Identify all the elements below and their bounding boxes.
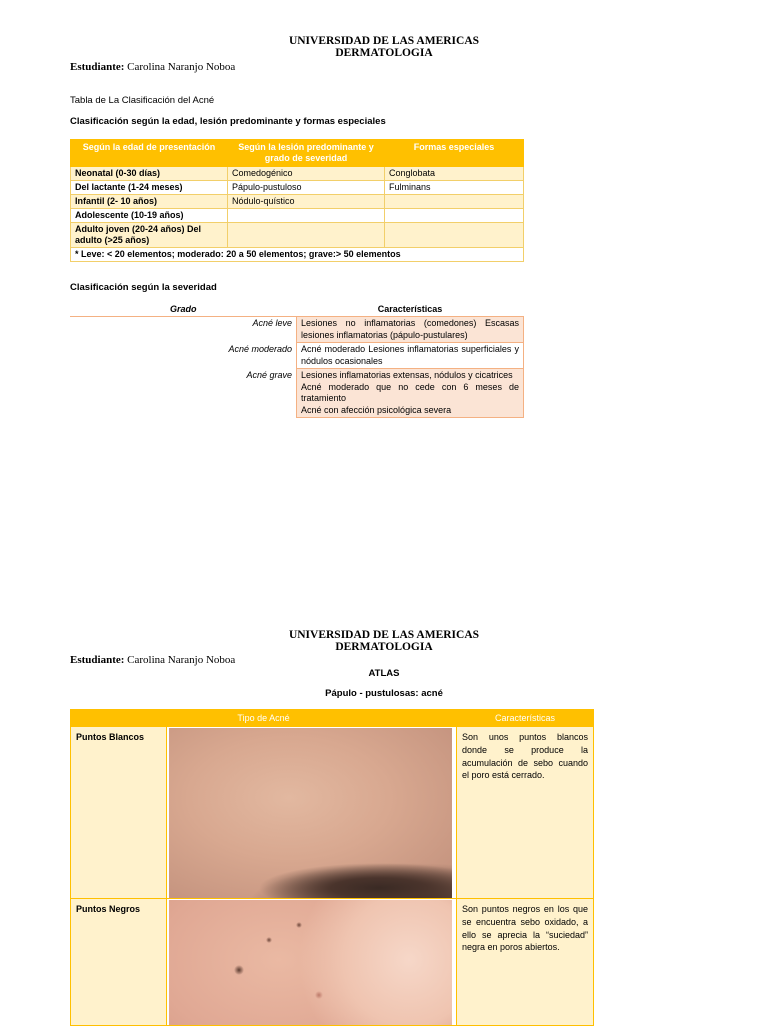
table-cell: Conglobata	[385, 167, 524, 181]
table-cell: Comedogénico	[228, 167, 385, 181]
table-cell: Adolescente (10-19 años)	[71, 209, 228, 223]
characteristic-line: Acné moderado Lesiones inflamatorias superficiales y nódulos ocasionales	[301, 344, 519, 366]
table-cell: Del lactante (1-24 meses)	[71, 181, 228, 195]
severity-table	[70, 302, 524, 418]
university-title: UNIVERSIDAD DE LAS AMERICAS	[288, 35, 480, 47]
department-title: DERMATOLOGIA	[335, 47, 433, 59]
table-footnote-row	[71, 248, 524, 262]
student-line	[70, 654, 235, 666]
table2-caption: Clasificación según la severidad	[70, 282, 217, 293]
table1-caption: Clasificación según la edad, lesión predominante y formas especiales	[70, 116, 386, 127]
age-classification-table	[70, 139, 524, 262]
student-label: Estudiante:	[70, 654, 125, 666]
blackheads-skin-photo	[169, 900, 452, 1025]
characteristic-line: Lesiones no inflamatorias (comedones) Escasas lesiones inflamatorias (pápulo-pustulares)	[301, 318, 519, 340]
table-row	[71, 167, 524, 181]
student-line	[70, 61, 235, 73]
image-cell	[167, 899, 457, 1026]
department-title: DERMATOLOGIA	[335, 641, 433, 653]
acne-type-name: Puntos Negros	[71, 899, 167, 1026]
acne-type-name: Puntos Blancos	[71, 727, 167, 899]
characteristic-line: Acné con afección psicológica severa	[301, 404, 452, 415]
table-row	[71, 181, 524, 195]
acne-description: Son puntos negros en los que se encuentra sebo oxidado, a ello se aprecia la “suciedad” negra en poros abiertos.	[457, 899, 594, 1026]
image-cell	[167, 727, 457, 899]
column-header: Características	[457, 710, 594, 727]
atlas-title: ATLAS	[368, 668, 400, 679]
student-label: Estudiante:	[70, 61, 125, 73]
table-cell	[385, 209, 524, 223]
atlas-subtitle: Pápulo - pustulosas: acné	[325, 688, 443, 699]
table-cell: Pápulo-pustuloso	[228, 181, 385, 195]
column-header: Formas especiales	[385, 140, 524, 167]
characteristics-cell	[297, 343, 524, 369]
characteristic-line: Lesiones inflamatorias extensas, nódulos y cicatrices	[301, 370, 513, 380]
table-row	[71, 195, 524, 209]
table-cell: Infantil (2- 10 años)	[71, 195, 228, 209]
column-header: Según la edad de presentación	[71, 140, 228, 167]
grade-cell: Acné moderado	[228, 343, 292, 354]
student-name: Carolina Naranjo Noboa	[127, 61, 236, 73]
university-title: UNIVERSIDAD DE LAS AMERICAS	[288, 629, 480, 641]
table-cell	[228, 209, 385, 223]
acne-description: Son unos puntos blancos donde se produce la acumulación de sebo cuando el poro está cerrado.	[457, 727, 594, 899]
table-row	[70, 369, 524, 418]
characteristics-cell	[297, 369, 524, 418]
column-header: Según la lesión predominante y grado de severidad	[228, 140, 385, 167]
table-row	[71, 727, 594, 899]
table-cell: Fulminans	[385, 181, 524, 195]
table-cell	[385, 223, 524, 248]
student-name: Carolina Naranjo Noboa	[127, 654, 236, 666]
column-header: Características	[297, 302, 524, 317]
table-cell	[385, 195, 524, 209]
table-cell: Nódulo-quístico	[228, 195, 385, 209]
characteristics-cell	[297, 317, 524, 343]
table-title: Tabla de La Clasificación del Acné	[70, 95, 215, 106]
table-row	[71, 223, 524, 248]
column-header: Grado	[70, 302, 297, 317]
grade-cell: Acné leve	[252, 318, 292, 328]
table-row	[70, 343, 524, 369]
acne-atlas-table	[70, 709, 594, 1026]
table-footnote: * Leve: < 20 elementos; moderado: 20 a 50 elementos; grave:> 50 elementos	[71, 248, 524, 262]
table-cell	[228, 223, 385, 248]
whiteheads-skin-photo	[169, 728, 452, 898]
table-cell: Neonatal (0-30 días)	[71, 167, 228, 181]
table-row	[71, 899, 594, 1026]
table-row	[71, 209, 524, 223]
characteristic-line: Acné moderado que no cede con 6 meses de tratamiento	[301, 381, 519, 403]
table-cell: Adulto joven (20-24 años) Del adulto (>25 años)	[71, 223, 228, 248]
table-row	[70, 317, 524, 343]
column-header: Tipo de Acné	[71, 710, 457, 727]
grade-cell: Acné grave	[246, 369, 292, 380]
